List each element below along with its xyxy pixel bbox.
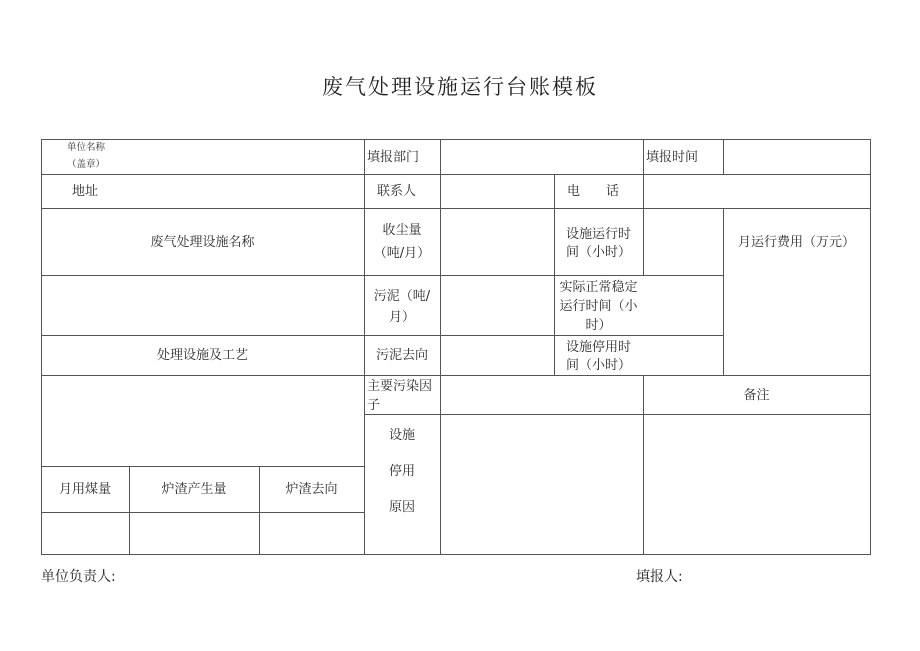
page-title: 废气处理设施运行台账模板	[322, 75, 598, 99]
sludge-label-line1: 污泥（吨/	[373, 289, 431, 304]
fill-time-label: 填报时间	[646, 150, 699, 165]
responsible-label: 单位负责人:	[41, 569, 116, 585]
stop-reason-line1: 设施	[388, 428, 415, 443]
pollutants-label-line2: 子	[367, 398, 381, 413]
dust-label-line1: 收尘量	[382, 223, 422, 238]
remarks-label: 备注	[743, 388, 770, 403]
stop-reason-line2: 停用	[388, 464, 415, 479]
reporter-label: 填报人:	[636, 569, 683, 585]
sludge-label-line2: 月）	[388, 310, 415, 325]
stable-time-label-line3: 时）	[585, 318, 612, 333]
coal-label: 月用煤量	[58, 482, 111, 497]
slag-amount-label: 炉渣产生量	[161, 482, 227, 497]
stop-reason-line3: 原因	[388, 500, 415, 515]
sludge-dest-label: 污泥去向	[375, 348, 428, 363]
monthly-cost-label: 月运行费用（万元）	[737, 235, 855, 250]
stable-time-label-line1: 实际正常稳定	[559, 280, 638, 295]
stable-time-label-line2: 运行时间（小	[559, 299, 638, 314]
pollutants-label-line1: 主要污染因	[367, 379, 433, 394]
process-label: 处理设施及工艺	[156, 348, 248, 363]
phone-label: 电 话	[567, 184, 620, 199]
run-time-label-line1: 设施运行时	[565, 227, 631, 242]
run-time-label-line2: 间（小时）	[565, 245, 631, 260]
unit-seal-label: （盖章）	[66, 159, 105, 170]
unit-name-label: 单位名称	[66, 142, 105, 153]
facility-name-label: 废气处理设施名称	[150, 235, 255, 250]
address-label: 地址	[72, 184, 99, 199]
contact-label: 联系人	[377, 184, 417, 199]
slag-dest-label: 炉渣去向	[285, 482, 338, 497]
stop-time-label-line2: 间（小时）	[565, 358, 631, 373]
fill-dept-label: 填报部门	[367, 150, 420, 165]
dust-label-line2: （吨/月）	[373, 246, 431, 261]
stop-time-label-line1: 设施停用时	[565, 340, 631, 355]
